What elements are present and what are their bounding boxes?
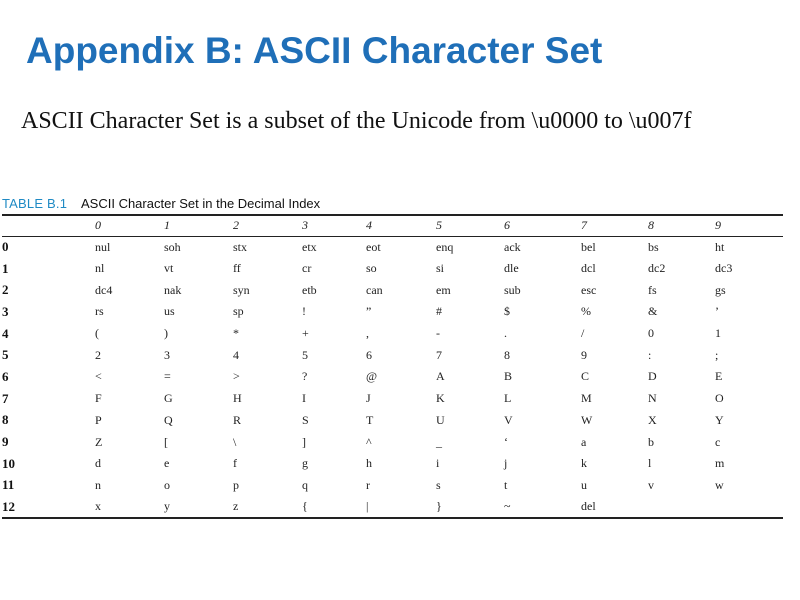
table-cell: v	[648, 477, 654, 492]
table-cell: [	[164, 434, 168, 449]
table-cell: )	[164, 326, 168, 341]
table-cell: sp	[233, 304, 244, 319]
table-cell: dc4	[95, 282, 113, 297]
page-title: Appendix B: ASCII Character Set	[26, 30, 603, 71]
table-row	[2, 431, 783, 453]
column-header: 7	[581, 215, 648, 236]
table-cell	[715, 496, 783, 518]
table-cell: N	[648, 391, 657, 406]
row-header: 0	[2, 239, 9, 255]
table-cell: T	[366, 412, 374, 427]
table-cell: l	[648, 456, 652, 471]
table-cell: a	[581, 434, 587, 449]
table-cell: sub	[504, 282, 521, 297]
table-cell: y	[164, 496, 233, 518]
table-cell: 7	[436, 347, 442, 362]
table-cell: nul	[95, 239, 111, 254]
table-cell: 9	[581, 347, 587, 362]
table-cell: F	[95, 391, 102, 406]
table-cell: J	[366, 391, 371, 406]
table-cell: e	[164, 456, 170, 471]
table-cell: etx	[302, 239, 317, 254]
table-cell: 6	[366, 347, 372, 362]
table-row	[2, 279, 783, 301]
table-cell: !	[302, 304, 306, 319]
table-header-row	[2, 215, 783, 236]
table-cell: W	[581, 412, 593, 427]
table-cell: s	[436, 477, 441, 492]
table-cell: stx	[233, 239, 248, 254]
table-row	[2, 453, 783, 475]
table-cell: =	[164, 369, 171, 384]
table-cell: Y	[715, 412, 724, 427]
ascii-table-figure	[2, 196, 783, 519]
table-cell: |	[366, 496, 436, 518]
table-cell: /	[581, 326, 585, 341]
table-row	[2, 323, 783, 345]
table-cell: E	[715, 369, 723, 384]
table-cell: S	[302, 412, 309, 427]
table-cell: z	[233, 496, 302, 518]
row-header: 11	[2, 477, 15, 493]
table-cell: ‘	[504, 434, 508, 449]
table-cell: 2	[95, 347, 101, 362]
table-cell: C	[581, 369, 590, 384]
column-header: 1	[164, 215, 233, 236]
table-cell: *	[233, 326, 239, 341]
table-cell: 4	[233, 347, 239, 362]
table-cell: :	[648, 347, 652, 362]
table-cell: }	[436, 496, 504, 518]
table-cell: m	[715, 456, 725, 471]
table-body	[2, 236, 783, 518]
column-header: 9	[715, 215, 783, 236]
table-cell: ;	[715, 347, 719, 362]
table-cell: f	[233, 456, 237, 471]
table-row	[2, 301, 783, 323]
table-cell: B	[504, 369, 513, 384]
row-header: 10	[2, 455, 15, 471]
table-cell: us	[164, 304, 175, 319]
table-cell: K	[436, 391, 445, 406]
table-cell: 1	[715, 326, 721, 341]
table-cell: ]	[302, 434, 306, 449]
table-cell: V	[504, 412, 513, 427]
table-cell: o	[164, 477, 170, 492]
table-cell: ff	[233, 261, 241, 276]
column-header: 0	[95, 215, 164, 236]
table-row	[2, 496, 783, 518]
row-header: 2	[2, 282, 9, 298]
row-header: 6	[2, 368, 9, 384]
column-header: 3	[302, 215, 366, 236]
table-cell: D	[648, 369, 657, 384]
table-row	[2, 410, 783, 432]
table-cell: ack	[504, 239, 521, 254]
table-cell: k	[581, 456, 587, 471]
table-cell: w	[715, 477, 724, 492]
table-cell: g	[302, 456, 308, 471]
table-cell: bs	[648, 239, 659, 254]
table-cell: 8	[504, 347, 510, 362]
table-cell: dcl	[581, 261, 596, 276]
table-cell: U	[436, 412, 445, 427]
table-cell: syn	[233, 282, 250, 297]
table-cell: p	[233, 477, 239, 492]
table-cell: \	[233, 434, 237, 449]
row-header: 1	[2, 260, 9, 276]
table-cell: %	[581, 304, 591, 319]
table-cell: n	[95, 477, 101, 492]
table-cell: bel	[581, 239, 596, 254]
table-cell: eot	[366, 239, 381, 254]
row-header: 9	[2, 434, 9, 450]
table-cell: .	[504, 326, 507, 341]
table-cell: G	[164, 391, 173, 406]
table-cell	[648, 496, 715, 518]
table-label: TABLE B.1	[2, 196, 68, 211]
table-cell: del	[581, 496, 648, 518]
table-cell: nak	[164, 282, 182, 297]
table-cell: L	[504, 391, 512, 406]
table-row	[2, 344, 783, 366]
table-cell: nl	[95, 261, 105, 276]
table-cell: >	[233, 369, 240, 384]
column-header: 8	[648, 215, 715, 236]
table-cell: h	[366, 456, 372, 471]
table-cell: r	[366, 477, 370, 492]
table-cell: Z	[95, 434, 103, 449]
table-cell: etb	[302, 282, 317, 297]
table-cell: dle	[504, 261, 519, 276]
table-cell: @	[366, 369, 378, 384]
row-header: 5	[2, 347, 9, 363]
row-header: 7	[2, 390, 9, 406]
row-header: 3	[2, 303, 9, 319]
table-cell: M	[581, 391, 592, 406]
table-cell: ’	[715, 304, 719, 319]
table-cell: O	[715, 391, 724, 406]
column-header: 6	[504, 215, 581, 236]
table-cell: $	[504, 304, 510, 319]
table-cell: fs	[648, 282, 657, 297]
table-cell: I	[302, 391, 306, 406]
column-header: 4	[366, 215, 436, 236]
table-cell: (	[95, 326, 99, 341]
table-cell: H	[233, 391, 242, 406]
table-row	[2, 388, 783, 410]
table-cell: c	[715, 434, 721, 449]
table-cell: +	[302, 326, 309, 341]
table-cell: vt	[164, 261, 174, 276]
table-cell: -	[436, 326, 440, 341]
table-cell: ,	[366, 326, 369, 341]
ascii-table	[2, 214, 783, 519]
table-cell: so	[366, 261, 377, 276]
table-cell: can	[366, 282, 383, 297]
table-cell: {	[302, 496, 366, 518]
column-header	[2, 215, 95, 236]
table-cell: 5	[302, 347, 308, 362]
table-cell: cr	[302, 261, 312, 276]
row-header: 4	[2, 325, 9, 341]
table-cell: ?	[302, 369, 308, 384]
table-cell: ~	[504, 496, 581, 518]
table-cell: #	[436, 304, 442, 319]
table-cell: i	[436, 456, 440, 471]
page-subtitle: ASCII Character Set is a subset of the Unicode from \u0000 to \u007f	[21, 108, 692, 134]
table-cell: enq	[436, 239, 454, 254]
table-cell: A	[436, 369, 445, 384]
table-cell: ht	[715, 239, 725, 254]
table-cell: Q	[164, 412, 173, 427]
table-cell: em	[436, 282, 451, 297]
table-cell: gs	[715, 282, 726, 297]
column-header: 5	[436, 215, 504, 236]
table-cell: rs	[95, 304, 104, 319]
row-header: 8	[2, 412, 9, 428]
table-cell: soh	[164, 239, 181, 254]
table-cell: <	[95, 369, 102, 384]
row-header: 12	[2, 496, 95, 518]
table-cell: d	[95, 456, 101, 471]
table-cell: si	[436, 261, 445, 276]
table-row	[2, 366, 783, 388]
table-cell: ^	[366, 434, 372, 449]
table-cell: dc3	[715, 261, 733, 276]
table-cell: 0	[648, 326, 654, 341]
table-cell: b	[648, 434, 654, 449]
table-row	[2, 475, 783, 497]
table-caption	[2, 196, 783, 214]
table-cell: &	[648, 304, 658, 319]
table-cell: ”	[366, 304, 372, 319]
table-cell: X	[648, 412, 657, 427]
table-cell: R	[233, 412, 242, 427]
table-cell: _	[436, 434, 442, 449]
table-cell: P	[95, 412, 102, 427]
table-cell: u	[581, 477, 587, 492]
table-cell: 3	[164, 347, 170, 362]
column-header: 2	[233, 215, 302, 236]
table-cell: j	[504, 456, 508, 471]
table-cell: q	[302, 477, 308, 492]
table-cell: esc	[581, 282, 597, 297]
table-caption-text: ASCII Character Set in the Decimal Index	[81, 196, 321, 211]
table-row	[2, 258, 783, 280]
table-cell: x	[95, 496, 164, 518]
table-cell: dc2	[648, 261, 666, 276]
table-cell: t	[504, 477, 508, 492]
table-row	[2, 236, 783, 258]
